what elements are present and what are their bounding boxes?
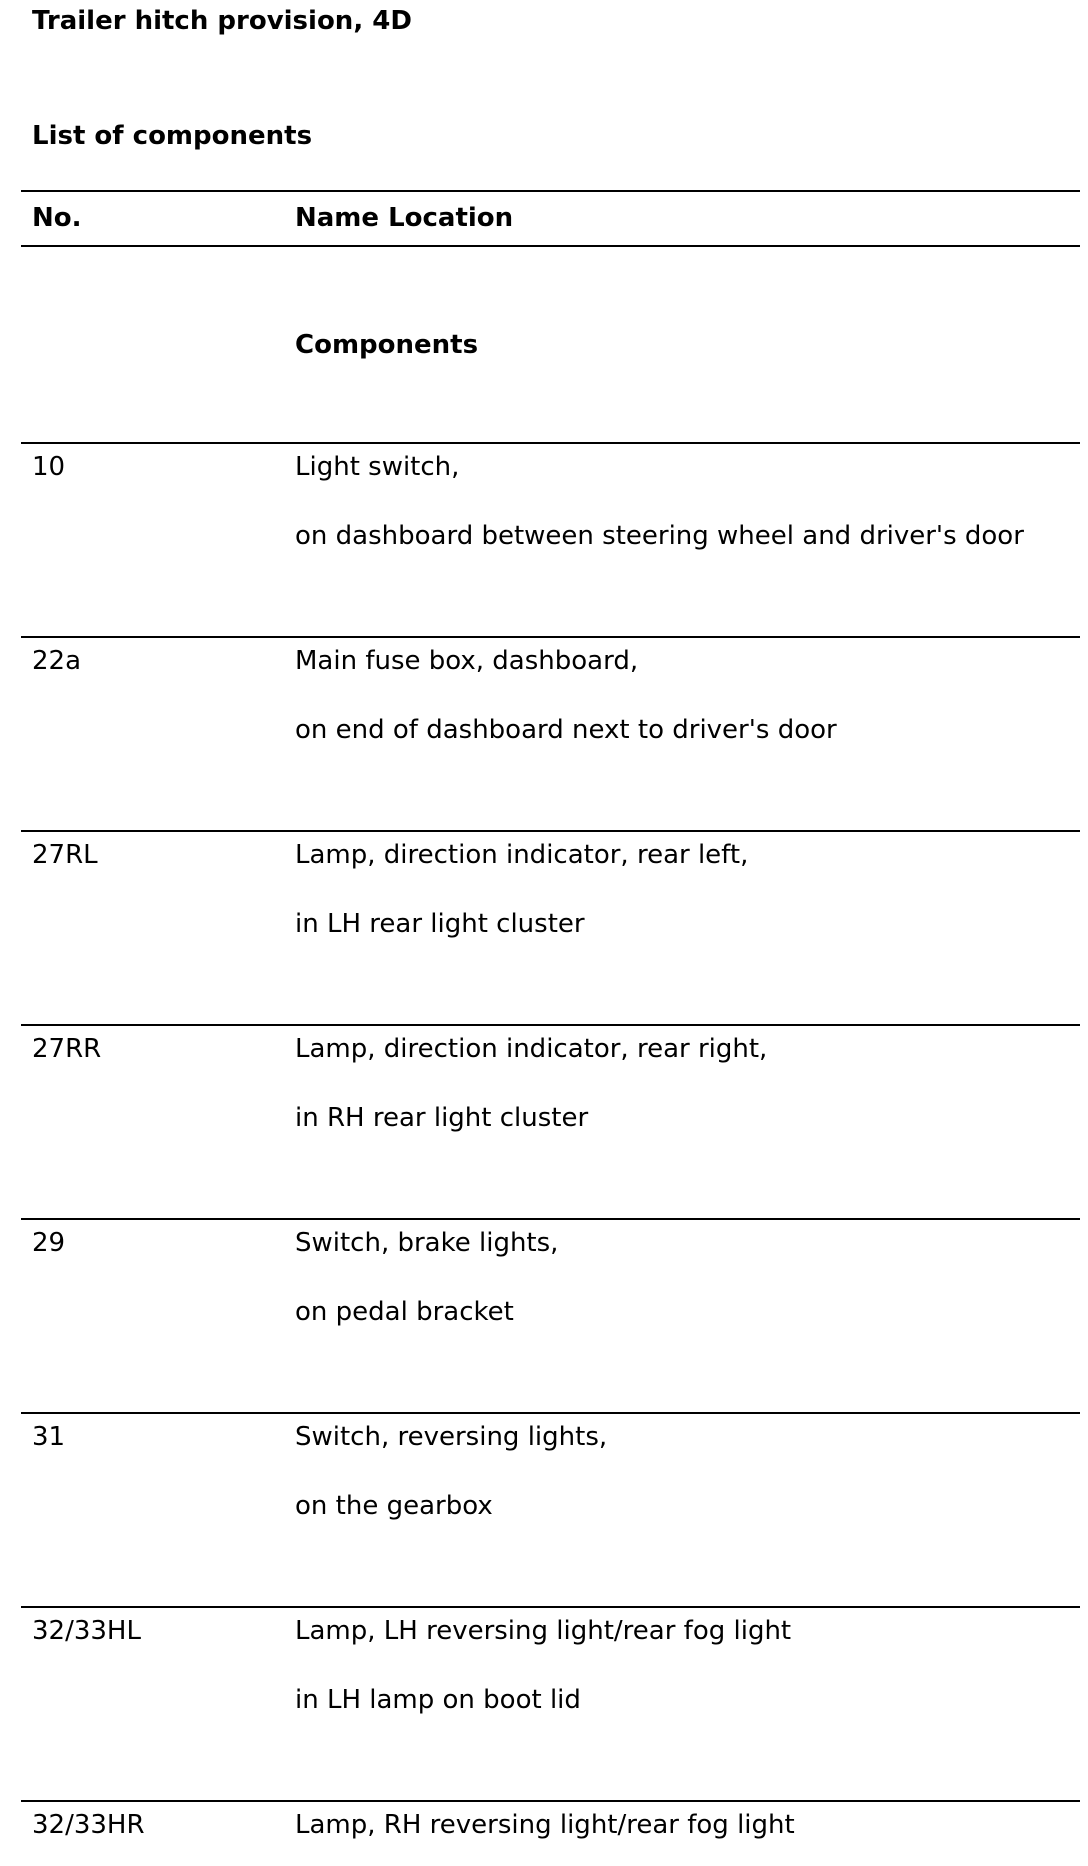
row-component-name: Lamp, direction indicator, rear left, [295, 840, 749, 870]
row-number: 31 [32, 1422, 66, 1452]
row-number: 27RR [32, 1034, 102, 1064]
row-separator-rule [21, 442, 1080, 444]
row-number: 27RL [32, 840, 98, 870]
group-label-components: Components [295, 330, 479, 360]
row-component-name: Light switch, [295, 452, 460, 482]
row-number: 22a [32, 646, 82, 676]
document-title: Trailer hitch provision, 4D [32, 6, 412, 36]
row-component-location: in RH rear light cluster [295, 1103, 589, 1133]
row-component-location: in LH lamp on boot lid [295, 1685, 581, 1715]
row-separator-rule [21, 1606, 1080, 1608]
row-component-location: on end of dashboard next to driver's door [295, 715, 837, 745]
row-component-location: on dashboard between steering wheel and driver's door [295, 521, 1024, 551]
section-title: List of components [32, 121, 313, 151]
row-number: 32/33HL [32, 1616, 141, 1646]
row-separator-rule [21, 830, 1080, 832]
row-component-name: Lamp, RH reversing light/rear fog light [295, 1810, 795, 1840]
row-separator-rule [21, 1412, 1080, 1414]
header-bottom-rule [21, 245, 1080, 247]
row-component-location: in LH rear light cluster [295, 909, 585, 939]
row-component-name: Main fuse box, dashboard, [295, 646, 639, 676]
table-top-rule [21, 190, 1080, 192]
row-component-name: Lamp, LH reversing light/rear fog light [295, 1616, 792, 1646]
row-component-name: Lamp, direction indicator, rear right, [295, 1034, 768, 1064]
row-separator-rule [21, 1024, 1080, 1026]
row-separator-rule [21, 636, 1080, 638]
row-separator-rule [21, 1800, 1080, 1802]
row-number: 10 [32, 452, 66, 482]
row-number: 32/33HR [32, 1810, 145, 1840]
row-component-name: Switch, brake lights, [295, 1228, 559, 1258]
row-component-location: on the gearbox [295, 1491, 493, 1521]
column-header-no: No. [32, 203, 82, 233]
row-number: 29 [32, 1228, 66, 1258]
column-header-name-location: Name Location [295, 203, 514, 233]
row-component-location: on pedal bracket [295, 1297, 514, 1327]
row-separator-rule [21, 1218, 1080, 1220]
row-component-name: Switch, reversing lights, [295, 1422, 608, 1452]
